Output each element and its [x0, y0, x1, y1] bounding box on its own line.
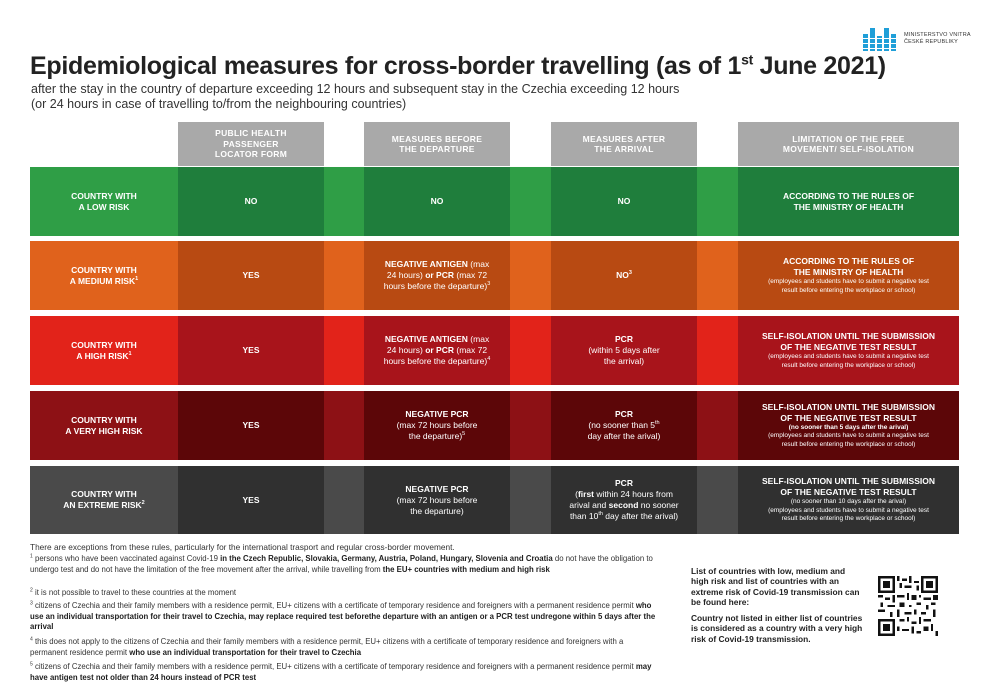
plf-very-high-risk: YES [178, 391, 324, 460]
page-subtitle: after the stay in the country of departure exceeding 12 hours and subsequent stay in the Czechia exceeding 12 hours (or 24 hours in case of travelling to/from the neighbouring countries) [31, 82, 680, 111]
ministry-logo [862, 24, 972, 54]
after-very-high-risk: PCR (no sooner than 5th day after the arival) [551, 391, 697, 460]
column-header-limitation: LIMITATION OF THE FREE MOVEMENT/ SELF-ISOLATION [738, 122, 959, 166]
spacer [510, 391, 551, 460]
label-low-risk: COUNTRY WITH A LOW RISK [30, 167, 178, 236]
row-low-risk [30, 167, 959, 236]
limit-medium-risk: ACCORDING TO THE RULES OF THE MINISTRY OF HEALTH (employees and students have to submit a negative test result before entering the workplace or school) [738, 241, 959, 310]
after-extreme-risk: PCR (first within 24 hours from arival and second no sooner than 10th day after the arival) [551, 466, 697, 534]
after-medium-risk: $NO^3$ [551, 241, 697, 310]
spacer [697, 466, 738, 534]
after-high-risk: PCR (within 5 days after the arrival) [551, 316, 697, 385]
label-very-high-risk: COUNTRY WITH A VERY HIGH RISK [30, 391, 178, 460]
column-header-plf: PUBLIC HEALTH PASSENGER LOCATOR FORM [178, 122, 324, 166]
footnote-5: $^5$ citizens of Czechia and their family members with a residence permit, EU+ citizens with a certificate of temporary residence and foreigners with a permanent residence permit may have antigen test not older than 24 hours instead of PCR test [30, 661, 652, 682]
limit-low-risk: ACCORDING TO THE RULES OF THE MINISTRY OF HEALTH [738, 167, 959, 236]
row-medium-risk [30, 241, 959, 310]
footnote-1: $^1$ persons who have been vaccinated against Covid-19 in the Czech Republic, Slovakia, Germany, Austria, Poland, Hungary, Slovenia and Croatia do not have the obligation to undergo test and do not have the limitation of the free movement after the arrival, while travelling from the EU+ countries with medium and high risk [30, 553, 653, 574]
row-high-risk [30, 316, 959, 385]
spacer [697, 391, 738, 460]
before-high-risk: NEGATIVE ANTIGEN (max 24 hours) or PCR (max 72 hours before the departure)$^4$ [364, 316, 510, 385]
page-title: Epidemiological measures for cross-border travelling (as of 1st June 2021) [30, 51, 886, 80]
column-header-before-departure: MEASURES BEFORE THE DEPARTURE [364, 122, 510, 166]
label-high-risk: COUNTRY WITH A HIGH RISK$^1$ [30, 316, 178, 385]
ministry-logo-text: MINISTERSTVO VNITRA ČESKÉ REPUBLIKY [904, 32, 971, 45]
spacer [324, 466, 364, 534]
row-very-high-risk [30, 391, 959, 460]
label-extreme-risk: COUNTRY WITH AN EXTREME RISK$^2$ [30, 466, 178, 534]
limit-extreme-risk: SELF-ISOLATION UNTIL THE SUBMISSION OF THE NEGATIVE TEST RESULT (no sooner than 10 days after the arival) (employees and students have to submit a negative test result before entering the workplace or school) [738, 466, 959, 534]
before-very-high-risk: NEGATIVE PCR (max 72 hours before the departure)$^5$ [364, 391, 510, 460]
spacer [324, 391, 364, 460]
plf-low-risk: NO [178, 167, 324, 236]
row-extreme-risk [30, 466, 959, 534]
spacer [697, 167, 738, 236]
label-medium-risk: COUNTRY WITH A MEDIUM RISK$^1$ [30, 241, 178, 310]
footnote-4: $^4$ this does not apply to the citizens of Czechia and their family members with a residence permit, EU+ citizens with a certificate of temporary residence and foreigners with a permanent residence permit who use an individual transportation for their travel to Czechia [30, 636, 624, 657]
footnote-2: $^2$ it is not possible to travel to these countries at the moment [30, 587, 237, 597]
exceptions-note: There are exceptions from these rules, particularly for the international trasport and regular cross-border movement. [30, 542, 455, 552]
spacer [510, 241, 551, 310]
spacer [324, 241, 364, 310]
spacer [510, 316, 551, 385]
plf-extreme-risk: YES [178, 466, 324, 534]
before-medium-risk: NEGATIVE ANTIGEN (max 24 hours) or PCR (max 72 hours before the departure)$^3$ [364, 241, 510, 310]
spacer [697, 316, 738, 385]
spacer [510, 466, 551, 534]
before-extreme-risk: NEGATIVE PCR (max 72 hours before the departure) [364, 466, 510, 534]
spacer [324, 167, 364, 236]
limit-high-risk: SELF-ISOLATION UNTIL THE SUBMISSION OF THE NEGATIVE TEST RESULT (employees and students have to submit a negative test result before entering the workplace or school) [738, 316, 959, 385]
after-low-risk: NO [551, 167, 697, 236]
before-low-risk: NO [364, 167, 510, 236]
plf-high-risk: YES [178, 316, 324, 385]
spacer [697, 241, 738, 310]
qr-code-icon[interactable] [878, 576, 938, 636]
plf-medium-risk: YES [178, 241, 324, 310]
footnote-3: $^3$ citizens of Czechia and their family members with a residence permit, EU+ citizens with a certificate of temporary residence and foreigners with a permanent residence permit who use an individual transportation for their travel to Czechia, may replace required test beforethe departure with an antigen or a PCR test undregone within 5 days after the arrival [30, 600, 656, 631]
spacer [324, 316, 364, 385]
limit-very-high-risk: SELF-ISOLATION UNTIL THE SUBMISSION OF THE NEGATIVE TEST RESULT (no sooner than 5 days after the arival) (employees and students have to submit a negative test result before entering the workplace or school) [738, 391, 959, 460]
country-list-info: List of countries with low, medium and high risk and list of countries with an extreme risk of Covid-19 transmission can be found here: Country not listed in either list of countries is considered as a country with a very high risk of Covid-19 transmission. [691, 566, 863, 644]
column-header-after-arrival: MEASURES AFTER THE ARRIVAL [551, 122, 697, 166]
ministry-logo-icon [862, 24, 900, 52]
spacer [510, 167, 551, 236]
